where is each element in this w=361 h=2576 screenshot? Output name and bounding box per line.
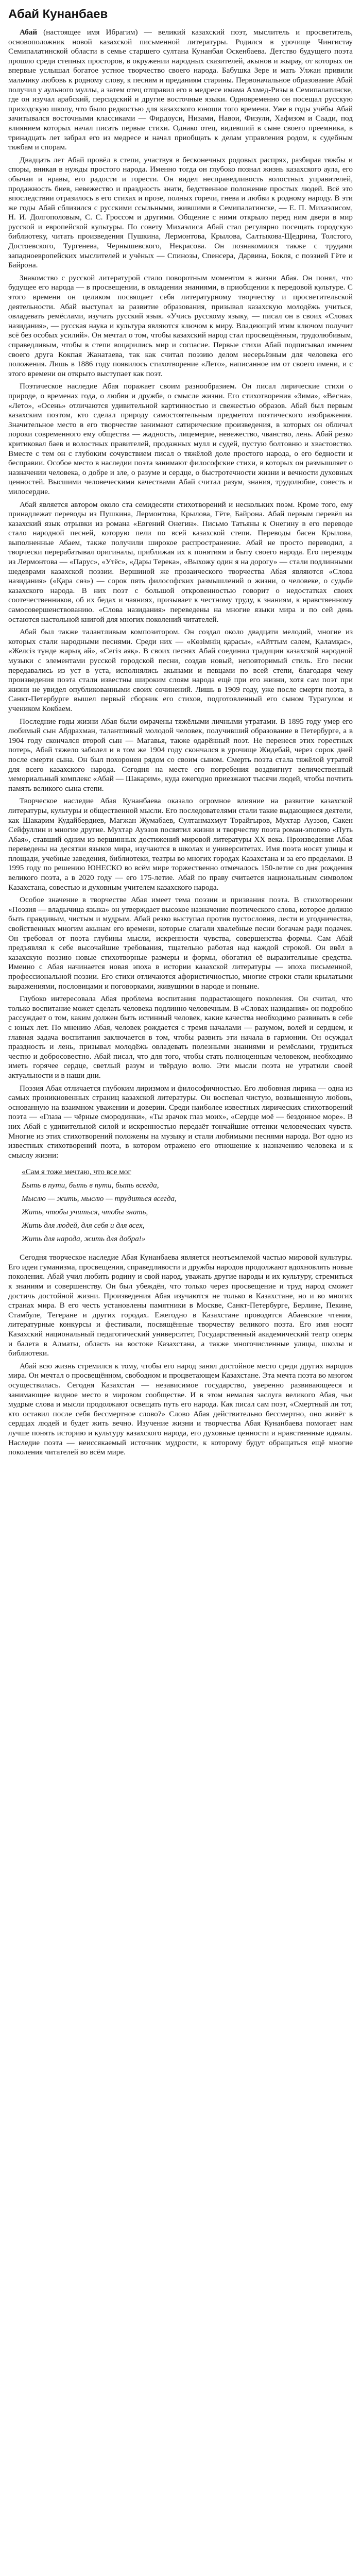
article-closing <box>8 1253 353 1457</box>
poem-line: «Сам я тоже мечтаю, что все мог <box>22 1167 131 1177</box>
poem-line: Мыслю — жить, мыслю — трудиться всегда, <box>22 1194 177 1204</box>
paragraph-text: Знакомство с русской литературой стало поворотным моментом в жизни Абая. Он понял, что будущее его народа — в просвещении, в овладении знаниями, в приобщении к передовой культуре. С этого времени он целиком посвящает себя литературному творчеству и просветительской деятельности. Абай выступал за развитие образования, призывал казахскую молодёжь учиться, овладевать ремёслами, изучать русский язык. «Учись русскому языку, — писал он в своих «Словах назидания», — русская наука и культура являются ключом к миру. Владеющий этим ключом получит всё без особых усилий». Он мечтал о том, чтобы казахский народ стал просвещённым, трудолюбивым, справедливым, чтобы в степи воцарились мир и согласие. Первые стихи Абай подписывал именем своего друга Кокпая Жанатаева, так как считал поэзию делом несерьёзным для человека его положения. Лишь в 1886 году появилось стихотворение «Лето», написанное им от своего имени, и с этого времени он открыто выступает как поэт. <box>8 273 353 378</box>
paragraph-text: Абай является автором около ста семидесяти стихотворений и нескольких поэм. Кроме того, ему принадлежат переводы из Пушкина, Лермонтова, Крылова, Гёте, Байрона. Абай первым перевёл на казахский язык отрывки из романа «Евгений Онегин». Письмо Татьяны к Онегину в его переводе стало народной песней, которую пели по всей казахской степи. Переводы басен Крылова, выполненные Абаем, также получили широкое распространение. Абай не просто переводил, а творчески перерабатывал оригиналы, приближая их к понятиям и быту своего народа. Его переводы из Лермонтова — «Парус», «Утёс», «Дары Терека», «Выхожу один я на дорогу» — стали подлинными шедеврами казахской поэзии. Вершиной же прозаического творчества Абая являются «Слова назидания» («Қара сөз») — сорок пять философских размышлений о жизни, о человеке, о судьбе казахского народа. В них поэт с большой откровенностью говорит о недостатках своих соотечественников, об их бедах и чаяниях, призывает к честному труду, к знаниям, к нравственному самосовершенствованию. «Слова назидания» переведены на многие языки мира и по сей день остаются настольной книгой для многих поколений читателей. <box>8 500 353 624</box>
article-paragraph <box>8 994 353 1080</box>
paragraph-text: Поэзия Абая отличается глубоким лиризмом и философичностью. Его любовная лирика — одна из самых проникновенных страниц казахской литературы. Он воспевал чистую, возвышенную любовь, основанную на взаимном уважении и доверии. Среди наиболее известных лирических стихотворений поэта — «Глаза — чёрные смородинки», «Ты зрачок глаз моих», «Сердце моё — бездонное море». В них Абай с удивительной силой и искренностью передаёт тончайшие оттенки человеческих чувств. Многие из этих стихотворений положены на музыку и стали любимыми песнями народа. Вот одно из известных стихотворений поэта, в котором отражено его отношение к назначению человека и к смыслу жизни: <box>8 1083 353 1160</box>
poem-line: Жить для людей, для себя и для всех, <box>22 1221 145 1230</box>
paragraph-text: Особое значение в творчестве Абая имеет тема поэзии и призвания поэта. В стихотворении «Поэзия — владычица языка» он утверждает высокое назначение поэтического слова, которое должно быть правдивым, чистым и мудрым. Абай резко выступал против пустословия, лести и угодничества, свойственных многим акынам его времени, которые слагали хвалебные песни богачам ради подачек. Он требовал от поэта глубины мысли, искренности чувства, совершенства формы. Сам Абай предъявлял к себе высочайшие требования, тщательно работая над каждой строкой. Он ввёл в казахскую поэзию новые стихотворные размеры и формы, обогатил её выразительные средства. Именно с Абая начинается новая эпоха в истории казахской литературы — эпоха письменной, профессиональной поэзии. Его стихи отличаются афористичностью, многие строки стали крылатыми выражениями, пословицами и поговорками, живущими в народе и поныне. <box>8 895 353 991</box>
article-paragraph <box>8 1362 353 1458</box>
article-paragraph <box>8 500 353 625</box>
poem-block <box>22 1165 353 1246</box>
paragraph-text: Сегодня творческое наследие Абая Кунанбаева является неотъемлемой частью мировой культуры. Его идеи гуманизма, просвещения, справедливости и дружбы народов продолжают вдохновлять новые поколения. Абай учил любить родину и свой народ, уважать другие народы и их культуру, стремиться к знаниям и совершенству. Он был убеждён, что только через просвещение и труд народ сможет достичь достойной жизни. Произведения Абая изучаются не только в Казахстане, но и во многих странах мира. В его честь установлены памятники в Москве, Санкт-Петербурге, Берлине, Пекине, Стамбуле, Тегеране и других городах. Ежегодно в Казахстане проводятся Абаевские чтения, литературные конкурсы и фестивали, посвящённые творчеству великого поэта. Его имя носят Казахский национальный педагогический университет, Государственный академический театр оперы и балета в Алматы, область на востоке Казахстана, а также многочисленные улицы, школы и библиотеки. <box>8 1253 353 1358</box>
paragraph-text: Последние годы жизни Абая были омрачены тяжёлыми личными утратами. В 1895 году умер его любимый сын Абдрахман, талантливый молодой человек, получивший образование в Петербурге, а в 1904 году скончался второй сын — Магавья, также одарённый поэт. Не перенеся этих горестных потерь, Абай тяжело заболел и в том же 1904 году скончался в урочище Жидебай, через сорок дней после смерти сына. Он был похоронен рядом со своим сыном. Смерть поэта стала тяжёлой утратой для всего казахского народа. Сегодня на месте его погребения воздвигнут величественный мемориальный комплекс «Абай — Шакарим», куда ежегодно приезжают тысячи людей, чтобы почтить память великого сына степи. <box>8 717 353 793</box>
paragraph-text: (настоящее имя Ибрагим) — великий казахский поэт, мыслитель и просветитель, основоположник новой казахской письменной литературы. Родился в урочище Чингистау Семипалатинской области в семье старшего султана Кунанбая Оскенбаева. Детство будущего поэта прошло среди степных просторов, в окружении народных сказителей, акынов и жырау, от которых он впервые услышал богатое устное творчество своего народа. Бабушка Зере и мать Улжан привили мальчику любовь к родному слову, к песням и преданиям старины. Первоначальное образование Абай получил у аульного муллы, а затем отец отправил его в медресе имама Ахмед-Ризы в Семипалатинске, где он изучал арабский, персидский и другие восточные языки. Одновременно он посещал русскую приходскую школу, что было редкостью для казахского юноши того времени. Уже в годы учёбы Абай зачитывался восточными классиками — Фирдоуси, Низами, Навои, Физули, Хафизом и Саади, под влиянием которых начал писать первые стихи. Однако отец, видевший в сыне своего преемника, в тринадцать лет забрал его из медресе и начал приобщать к делам управления родом, к судебным тяжбам и спорам. <box>8 28 353 152</box>
paragraph-lead: Абай <box>20 28 38 37</box>
article-paragraph <box>8 28 353 152</box>
paragraph-text: Абай был также талантливым композитором. Он создал около двадцати мелодий, многие из которых стали народными песнями. Среди них — «Көзімнің қарасы», «Айттым сәлем, Қаламқас», «Желсіз түнде жарық ай», «Сегіз аяқ». В своих песнях Абай соединил традиции казахской народной музыки с элементами русской городской песни, создав новый, неповторимый стиль. Его песни передавались из уст в уста, исполнялись акынами и певцами по всей степи, благодаря чему произведения поэта стали известны широким слоям народа ещё при его жизни, хотя сам поэт при жизни не увидел опубликованными своих сочинений. Лишь в 1909 году, уже после смерти поэта, в Санкт-Петербурге вышел первый сборник его стихов, подготовленный его сыном Турагулом и учеником Кокбаем. <box>8 628 353 713</box>
article-paragraph <box>8 717 353 794</box>
article-title: Абай Кунанбаев <box>8 7 108 21</box>
poem-line: Быть в пути, быть в пути, быть всегда, <box>22 1181 159 1190</box>
article-paragraph <box>8 628 353 714</box>
paragraph-text: Двадцать лет Абай провёл в степи, участвуя в бесконечных родовых распрях, разбирая тяжбы и споры, вникая в нужды простого народа. Именно тогда он глубоко познал жизнь казахского аула, его обычаи и нравы, его радости и горести. Он видел несправедливость волостных управителей, продажность биев, невежество и праздность знати, бедственное положение простых людей. Всё это впоследствии отразилось в его стихах и прозе, полных горечи, гнева и любви к родному народу. В эти же годы Абай сблизился с русскими ссыльными, жившими в Семипалатинске, — Е. П. Михаэлисом, Н. И. Долгополовым, С. С. Гроссом и другими. Общение с ними открыло перед ним двери в мир русской и европейской культуры. По совету Михаэлиса Абай стал регулярно посещать городскую библиотеку, читать произведения Пушкина, Лермонтова, Крылова, Салтыкова-Щедрина, Толстого, Достоевского, Тургенева, Чернышевского, Некрасова. Он познакомился также с трудами западноевропейских мыслителей и учёных — Спинозы, Спенсера, Дарвина, Бокля, с поэзией Гёте и Байрона. <box>8 155 353 270</box>
article-paragraph <box>8 274 353 379</box>
article-paragraph <box>8 1253 353 1359</box>
article-body <box>8 28 353 1160</box>
poem-line: Жить для народа, жить для добра!» <box>22 1234 146 1244</box>
poem-line: Жить, чтобы учиться, чтобы знать, <box>22 1208 148 1217</box>
article-paragraph <box>8 895 353 991</box>
paragraph-text: Творческое наследие Абая Кунанбаева оказало огромное влияние на развитие казахской литературы, культуры и общественной мысли. Его последователями стали такие выдающиеся деятели, как Шакарим Кудайбердиев, Магжан Жумабаев, Султанмахмут Торайгыров, Мухтар Ауэзов, Сакен Сейфуллин и многие другие. Мухтар Ауэзов посвятил жизни и творчеству поэта роман-эпопею «Путь Абая», ставший одним из вершинных достижений мировой литературы XX века. Произведения Абая переведены на десятки языков мира, изучаются в школах и университетах. Имя поэта носят улицы и площади, учебные заведения, библиотеки, театры во многих городах Казахстана и за его пределами. В 1995 году по решению ЮНЕСКО во всём мире торжественно отмечалось 150-летие со дня рождения великого поэта, а в 2020 году — его 175-летие. Абай по праву считается национальным символом Казахстана, совестью и духовным учителем казахского народа. <box>8 796 353 892</box>
article-paragraph <box>8 796 353 892</box>
article-paragraph <box>8 156 353 270</box>
paragraph-text: Поэтическое наследие Абая поражает своим разнообразием. Он писал лирические стихи о природе, о временах года, о любви и дружбе, о смысле жизни. Его стихотворения «Зима», «Весна», «Лето», «Осень» отличаются удивительной картинностью и свежестью образов. Абай был первым казахским поэтом, кто сделал природу самостоятельным предметом поэтического изображения. Значительное место в его творчестве занимают сатирические произведения, в которых он обличал пороки современного ему общества — жадность, лицемерие, невежество, чванство, лень. Абай резко критиковал баев и волостных правителей, продажных мулл и судей, пустую болтовню и хвастовство. Вместе с тем он с глубоким сочувствием писал о тяжёлой доле простого народа, о его бедности и бесправии. Особое место в наследии поэта занимают философские стихи, в которых он размышляет о назначении человека, о добре и зле, о разуме и сердце, о быстротечности жизни и вечности духовных ценностей. Высшими человеческими качествами Абай считал разум, знания, трудолюбие, совесть и милосердие. <box>8 382 353 496</box>
paragraph-text: Глубоко интересовала Абая проблема воспитания подрастающего поколения. Он считал, что только воспитание может сделать человека подлинно человечным. В «Словах назидания» он подробно рассуждает о том, каким должен быть истинный человек, какие качества необходимо развивать в себе с юных лет. По мнению Абая, человек рождается с тремя началами — разумом, волей и сердцем, и главная задача воспитания заключается в том, чтобы развить эти начала в гармонии. Он осуждал праздность и лень, призывал молодёжь овладевать полезными знаниями и ремёслами, трудиться честно и добросовестно. Абай писал, что для того, чтобы стать полноценным человеком, необходимо иметь горячее сердце, светлый разум и твёрдую волю. Эти мысли поэта не утратили своей актуальности и в наши дни. <box>8 994 353 1080</box>
paragraph-text: Абай всю жизнь стремился к тому, чтобы его народ занял достойное место среди других народов мира. Он мечтал о просвещённом, свободном и процветающем Казахстане. Эта мечта поэта во многом осуществилась. Сегодня Казахстан — независимое государство, уверенно развивающееся и занимающее видное место в мировом сообществе. И в этом немалая заслуга великого Абая, чьи мудрые слова и мысли продолжают освещать путь его народа. Как писал сам поэт, «Смертный ли тот, кто оставил после себя бессмертное слово?» Слово Абая действительно бессмертно, оно живёт в сердцах людей и будет жить вечно. Изучение жизни и творчества Абая Кунанбаева помогает нам лучше понять историю и культуру казахского народа, его духовные ценности и нравственные идеалы. Наследие поэта — неиссякаемый источник мудрости, к которому будут обращаться ещё многие поколения читателей во всём мире. <box>8 1361 353 1457</box>
article-paragraph <box>8 1084 353 1161</box>
article-paragraph <box>8 382 353 497</box>
